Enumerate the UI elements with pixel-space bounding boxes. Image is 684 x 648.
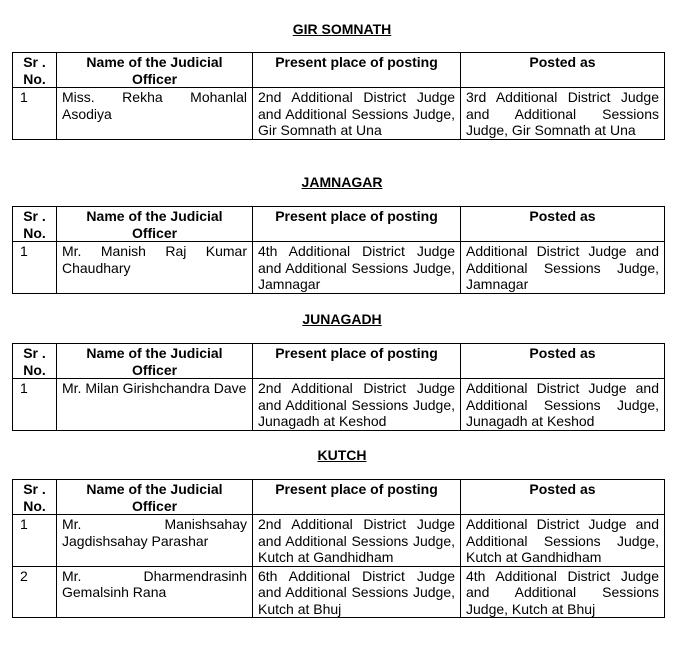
table-header-row: [13, 344, 665, 379]
posting-table-gir-somnath: [12, 52, 665, 140]
cell-present-posting: 2nd Additional District Judge and Additional Sessions Judge, Gir Somnath at Una: [253, 88, 461, 140]
header-sr-no: Sr . No.: [13, 480, 57, 515]
cell-present-posting: 6th Additional District Judge and Additional Sessions Judge, Kutch at Bhuj: [253, 566, 461, 618]
table-row: [13, 88, 665, 140]
table-row: [13, 242, 665, 294]
cell-present-posting: 4th Additional District Judge and Additional Sessions Judge, Jamnagar: [253, 242, 461, 294]
cell-sr: 1: [13, 379, 57, 431]
cell-sr: 2: [13, 566, 57, 618]
cell-present-posting: 2nd Additional District Judge and Additional Sessions Judge, Junagadh at Keshod: [253, 379, 461, 431]
cell-officer-name: Miss. Rekha Mohanlal Asodiya: [57, 88, 253, 140]
posting-table-junagadh: [12, 343, 665, 431]
cell-sr: 1: [13, 88, 57, 140]
header-present-posting: Present place of posting: [253, 207, 461, 242]
cell-posted-as: Additional District Judge and Additional Sessions Judge, Kutch at Gandhidham: [461, 515, 665, 567]
cell-officer-name: Mr. Manish Raj Kumar Chaudhary: [57, 242, 253, 294]
section-title-jamnagar: JAMNAGAR: [301, 174, 383, 190]
cell-officer-name: Mr. Dharmendrasinh Gemalsinh Rana: [57, 566, 253, 618]
cell-present-posting: 2nd Additional District Judge and Additional Sessions Judge, Kutch at Gandhidham: [253, 515, 461, 567]
cell-officer-name: Mr. Manishsahay Jagdishsahay Parashar: [57, 515, 253, 567]
header-name: Name of the Judicial Officer: [57, 53, 253, 88]
table-row: [13, 515, 665, 567]
cell-posted-as: 4th Additional District Judge and Additional Sessions Judge, Kutch at Bhuj: [461, 566, 665, 618]
table-header-row: [13, 480, 665, 515]
header-posted-as: Posted as: [461, 344, 665, 379]
cell-posted-as: Additional District Judge and Additional Sessions Judge, Junagadh at Keshod: [461, 379, 665, 431]
table-header-row: [13, 207, 665, 242]
header-present-posting: Present place of posting: [253, 480, 461, 515]
section-title-junagadh: JUNAGADH: [302, 311, 382, 327]
posting-table-jamnagar: [12, 206, 665, 294]
cell-sr: 1: [13, 515, 57, 567]
header-present-posting: Present place of posting: [253, 53, 461, 88]
cell-posted-as: 3rd Additional District Judge and Additional Sessions Judge, Gir Somnath at Una: [461, 88, 665, 140]
header-sr-no: Sr . No.: [13, 207, 57, 242]
header-present-posting: Present place of posting: [253, 344, 461, 379]
cell-posted-as: Additional District Judge and Additional Sessions Judge, Jamnagar: [461, 242, 665, 294]
header-posted-as: Posted as: [461, 53, 665, 88]
header-posted-as: Posted as: [461, 207, 665, 242]
header-name: Name of the Judicial Officer: [57, 480, 253, 515]
section-title-gir-somnath: GIR SOMNATH: [292, 21, 392, 37]
table-header-row: [13, 53, 665, 88]
header-name: Name of the Judicial Officer: [57, 344, 253, 379]
header-sr-no: Sr . No.: [13, 344, 57, 379]
header-name: Name of the Judicial Officer: [57, 207, 253, 242]
cell-sr: 1: [13, 242, 57, 294]
header-sr-no: Sr . No.: [13, 53, 57, 88]
posting-table-kutch: [12, 479, 665, 618]
table-row: [13, 566, 665, 618]
table-row: [13, 379, 665, 431]
cell-officer-name: Mr. Milan Girishchandra Dave: [57, 379, 253, 431]
header-posted-as: Posted as: [461, 480, 665, 515]
section-title-kutch: KUTCH: [317, 447, 367, 463]
